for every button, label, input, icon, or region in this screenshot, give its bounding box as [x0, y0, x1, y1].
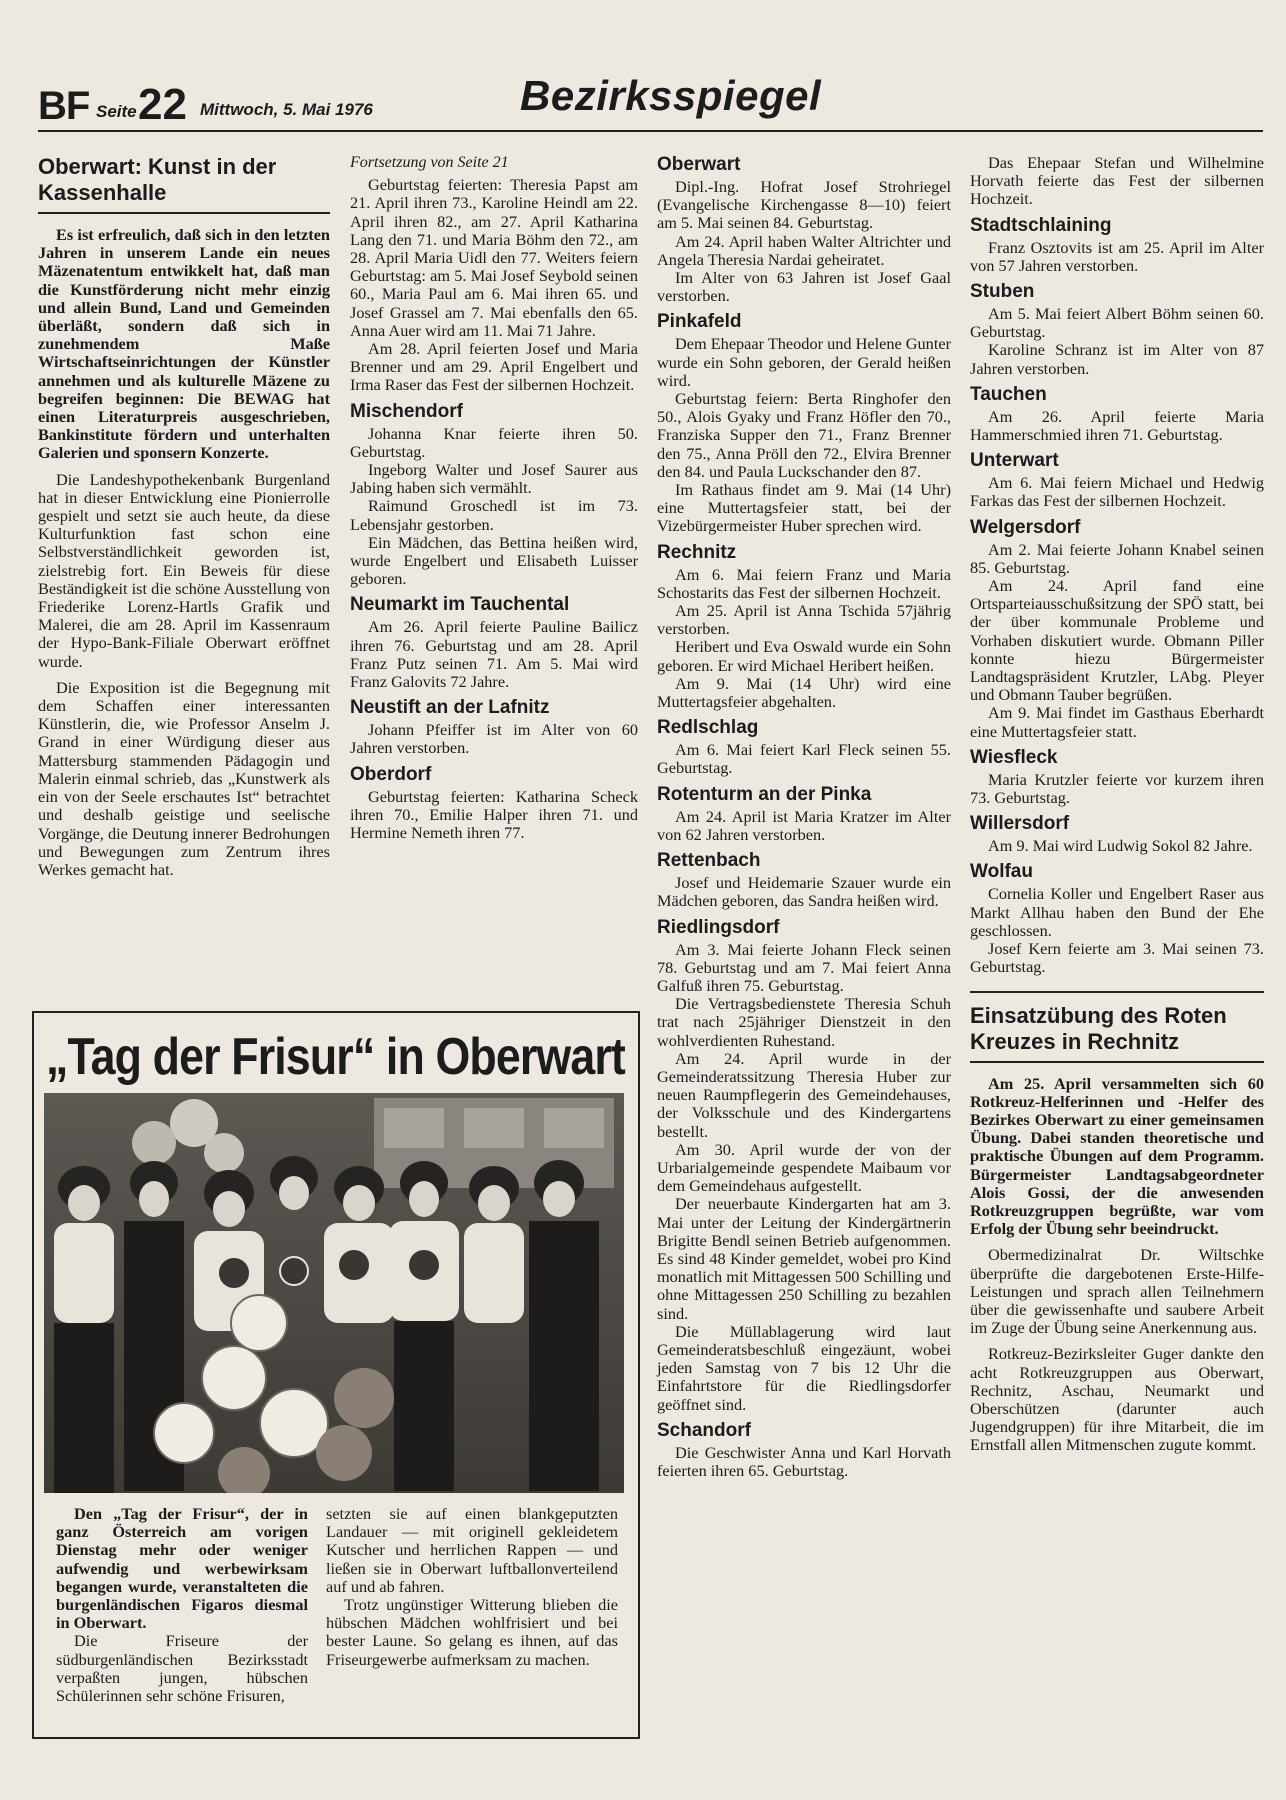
town-heading-stadtschlaining: Stadtschlaining [970, 214, 1112, 236]
article-headline: Oberwart: Kunst in der Kassenhalle [38, 154, 330, 214]
article-paragraph: Obermedizinalrat Dr. Wiltschke überprüfte die dargebotenen Erste-Hilfe-Leistungen und sprach allen Teilnehmern über die gewissenhafte und saubere Arbeit im Zuge der Übung seine Anerkennung aus. [970, 1245, 1264, 1338]
news-item: Franz Osztovits ist am 25. April im Alter von 57 Jahren verstorben. [970, 237, 1264, 275]
town-heading-riedlingsdorf: Riedlingsdorf [657, 916, 780, 938]
paragraph: Das Ehepaar Stefan und Wilhelmine Horvath feierte das Fest der silbernen Hochzeit. [970, 153, 1264, 209]
news-item: Geburtstag feiern: Berta Ringhofer den 50., Alois Gyaky und Franz Höfler den 70., Franziska Supper den 71., Franz Brenner den 75., Anna Pröll den 72., Elvira Brenner den 84. und Paula Luckschander den 87. [657, 389, 951, 481]
town-heading-schandorf: Schandorf [657, 1419, 751, 1441]
box-paragraph: Trotz ungünstiger Witterung blieben die hübschen Mädchen wohlfrisiert und bei bester Laune. So gelang es ihnen, auf das Friseurgewerbe aufmerksam zu machen. [326, 1595, 618, 1669]
news-item: Dem Ehepaar Theodor und Helene Gunter wurde ein Sohn geboren, der Gerald heißen wird. [657, 334, 951, 390]
news-item: Ein Mädchen, das Bettina heißen wird, wurde Engelbert und Elisabeth Luisser geboren. [350, 532, 638, 589]
photo-article-box [32, 1011, 640, 1739]
news-item: Josef Kern feierte am 3. Mai seinen 73. Geburtstag. [970, 939, 1264, 977]
article-lead: Es ist erfreulich, daß sich in den letzten Jahren in unserem Lande ein neues Mäzenatentum entwikkelt hat, daß man die Kunstförderung nicht mehr einzig und allein Bund, Land und Gemeinden überläßt, sondern daß sich in zunehmendem Maße Wirtschaftseinrichtungen der Künstler annehmen und als kulturelle Mäzene zu begreifen beginnen: Die BEWAG hat einen Literaturpreis ausgeschrieben, Bankinstitute fördern und unterhalten Galerien und sponsern Konzerte. [38, 225, 330, 463]
logo: BF [38, 84, 90, 128]
news-item: Am 26. April feierte Maria Hammerschmied ihren 71. Geburtstag. [970, 406, 1264, 445]
news-item: Am 24. April ist Maria Kratzer im Alter von 62 Jahren verstorben. [657, 806, 951, 844]
box-right-column [326, 1505, 618, 1669]
news-item: Am 5. Mai feiert Albert Böhm seinen 60. Geburtstag. [970, 304, 1264, 342]
news-item: Maria Krutzler feierte vor kurzem ihren 73. Geburtstag. [970, 769, 1264, 808]
article-paragraph: Die Landeshypothekenbank Burgenland hat in dieser Entwicklung eine Pionierrolle gespielt und setzt sie auch heute, da diese Kulturfunktion fast schon eine Selbstverständlichkeit geworden ist, zielstrebig fort. Ein Beweis für diese Beständigkeit ist die schöne Ausstellung von Friederike Lorenz-Hartls Grafik und Malerei, die am 28. April im Kassenraum der Hypo-Bank-Filiale Oberwart eröffnet wurde. [38, 469, 330, 671]
article-headline: Einsatzübung des Roten Kreuzes in Rechnitz [970, 1003, 1264, 1063]
town-heading-mischendorf: Mischendorf [350, 400, 463, 422]
news-item: Am 9. Mai (14 Uhr) wird eine Muttertagsfeier abgehalten. [657, 673, 951, 712]
news-item: Die Vertragsbedienstete Theresia Schuh trat nach 25jähriger Dienstzeit in den wohlverdienten Ruhestand. [657, 994, 951, 1050]
news-item: Am 30. April wurde der von der Urbarialgemeinde gespendete Maibaum vor dem Gemeindehaus aufgestellt. [657, 1139, 951, 1196]
page-label: Seite [96, 102, 137, 121]
news-item: Johanna Knar feierte ihren 50. Geburtstag. [350, 423, 638, 461]
news-item: Am 24. April haben Walter Altrichter und Angela Theresia Nardai geheiratet. [657, 231, 951, 269]
news-item: Am 6. Mai feiern Michael und Hedwig Farkas das Fest der silbernen Hochzeit. [970, 473, 1264, 511]
town-heading-oberwart: Oberwart [657, 154, 741, 175]
page-number: 22 [138, 80, 187, 129]
issue-date: Mittwoch, 5. Mai 1976 [200, 100, 373, 119]
news-item: Johann Pfeiffer ist im Alter von 60 Jahren verstorben. [350, 720, 638, 758]
town-heading-oberdorf: Oberdorf [350, 763, 432, 785]
news-item: Am 24. April fand eine Ortsparteiausschußsitzung der SPÖ statt, bei der über kommunale Probleme und Vorhaben diskutiert wurde. Obmann Piller konnte hiezu Bürgermeister Landtagspräsident Krutzler, LAbg. Pleyer und Obmann Tauber begrüßen. [970, 576, 1264, 705]
column-3 [657, 154, 951, 1480]
news-item: Die Geschwister Anna und Karl Horvath feierten ihren 65. Geburtstag. [657, 1442, 951, 1480]
column-1 [38, 154, 330, 879]
box-paragraph: Die Friseure der südburgenländischen Bezirksstadt verpaßten jungen, hübschen Schülerinnen sehr schöne Frisuren, [56, 1631, 308, 1706]
news-item: Im Alter von 63 Jahren ist Josef Gaal verstorben. [657, 268, 951, 306]
town-heading-unterwart: Unterwart [970, 450, 1059, 472]
news-item: Ingeborg Walter und Josef Saurer aus Jabing haben sich vermählt. [350, 460, 638, 498]
news-item: Der neuerbaute Kindergarten hat am 3. Mai unter der Leitung der Kindergärtnerin Brigitte Bendl seinen Betrieb aufgenommen. Es sind 48 Kinder gemeldet, wobei pro Kind monatlich mit Mittagessen 500 Schilling und ohne Mittagessen 250 Schilling zu bezahlen sind. [657, 1194, 951, 1323]
photo-image [44, 1093, 624, 1493]
news-item: Am 26. April feierte Pauline Bailicz ihren 76. Geburtstag und am 28. April Franz Putz seinen 71. Am 5. Mai wird Franz Galovits 72 Jahre. [350, 617, 638, 692]
news-item: Am 9. Mai findet im Gasthaus Eberhardt eine Muttertagsfeier statt. [970, 703, 1264, 741]
news-item: Am 9. Mai wird Ludwig Sokol 82 Jahre. [988, 836, 1253, 856]
news-item: Die Müllablagerung wird laut Gemeinderatsbeschluß eingezäunt, wobei jeden Samstag von 7 bis 12 Uhr die Einfahrtstore für die Riedlingsdorfer geöffnet sind. [657, 1321, 951, 1414]
article-lead: Am 25. April versammelten sich 60 Rotkreuz-Helferinnen und -Helfer des Bezirkes Oberwart zu einer gemeinsamen Übung. Dabei standen theoretische und praktische Übungen auf dem Programm. Bürgermeister Landtagsabgeordneter Alois Gossi, der die anwesenden Rotkreuzgruppen begrüßte, war vom Erfolg der Übung sehr beeindruckt. [970, 1073, 1264, 1239]
news-item: Heribert und Eva Oswald wurde ein Sohn geboren. Er wird Michael Heribert heißen. [657, 637, 951, 675]
town-heading-rechnitz: Rechnitz [657, 541, 737, 563]
group-photo [44, 1093, 624, 1493]
article-divider [970, 991, 1264, 993]
news-item: Am 6. Mai feiern Franz und Maria Schostarits das Fest der silbernen Hochzeit. [657, 564, 951, 602]
box-lead: Den „Tag der Frisur“, der in ganz Österreich am vorigen Dienstag mehr oder weniger aufwendig und werbewirksam begangen wurde, veranstalteten die burgenländischen Figaros diesmal in Oberwart. [56, 1504, 308, 1633]
news-item: Karoline Schranz ist im Alter von 87 Jahren verstorben. [970, 340, 1264, 378]
town-heading-wiesfleck: Wiesfleck [970, 746, 1058, 768]
town-heading-wolfau: Wolfau [970, 861, 1033, 883]
news-item: Josef und Heidemarie Szauer wurde ein Mädchen geboren, das Sandra heißen wird. [657, 873, 951, 911]
box-left-column [56, 1505, 308, 1705]
news-item: Am 6. Mai feiert Karl Fleck seinen 55. Geburtstag. [657, 740, 951, 778]
section-title: Bezirksspiegel [520, 72, 822, 119]
news-item: Am 25. April ist Anna Tschida 57jährig verstorben. [657, 601, 951, 639]
news-item: Am 3. Mai feierte Johann Fleck seinen 78. Geburtstag und am 7. Mai feiert Anna Galfuß ihren 75. Geburtstag. [657, 939, 951, 995]
news-item: Geburtstag feierten: Katharina Scheck ihren 70., Emilie Halper ihren 71. und Hermine Nemeth ihren 77. [350, 786, 638, 843]
town-heading-pinkafeld: Pinkafeld [657, 311, 742, 333]
continuation-note: Fortsetzung von Seite 21 [350, 154, 509, 171]
town-heading-willersdorf: Willersdorf [970, 813, 1070, 835]
news-item: Raimund Groschedl ist im 73. Lebensjahr gestorben. [350, 496, 638, 534]
news-item: Am 24. April wurde in der Gemeinderatssitzung Theresia Huber zur neuen Raumpflegerin des Gemeindehauses, der Volksschule und des Kindergartens bestellt. [657, 1048, 951, 1141]
town-heading-neustift-an-der-lafnitz: Neustift an der Lafnitz [350, 697, 550, 719]
news-item: Im Rathaus findet am 9. Mai (14 Uhr) eine Muttertagsfeier statt, bei der Vizebürgermeister Huber sprechen wird. [657, 480, 951, 536]
town-heading-neumarkt-im-tauchental: Neumarkt im Tauchental [350, 594, 570, 616]
article-paragraph: Rotkreuz-Bezirksleiter Guger dankte den acht Rotkreuzgruppen aus Oberwart, Rechnitz, Aschau, Neumarkt und Oberschützen (darunter auch Jugendgruppen) für ihre Mitarbeit, die im Ernstfall allen Mitmenschen zugute kommt. [970, 1344, 1264, 1455]
news-item: Cornelia Koller und Engelbert Raser aus Markt Allhau haben den Bund der Ehe geschlossen. [970, 884, 1264, 940]
column-2 [350, 154, 638, 842]
town-heading-stuben: Stuben [970, 281, 1035, 303]
paragraph: Geburtstag feierten: Theresia Papst am 21. April ihren 73., Karoline Heindl am 22. April ihren 82., am 27. April Katharina Lang den 71. und Maria Böhm den 72., am 28. April Maria Uidl den 77. Weiters feiern Geburtstag: am 5. Mai Josef Seybold seinen 60., Maria Paul am 6. Mai ihren 65. und Josef Grassel am 7. Mai ebenfalls den 65. Anna Auer wird am 11. Mai 71 Jahre. [350, 175, 638, 340]
article-paragraph: Die Exposition ist die Begegnung mit dem Schaffen einer interessanten Künstlerin, die, wie Professor Anselm J. Grand in einer Würdigung dieser aus Mattersburg stammenden Pädagogin und Malerin einmal schrieb, das „Kunstwerk als ein von der Seele erschautes Ist“ betrachtet und deshalb geistige und seelische Vorgänge, die Deutung innerer Bedrohungen und Bewegungen zum Zentrum ihres Werkes gemacht hat. [38, 677, 330, 879]
column-4 [970, 154, 1264, 1455]
box-paragraph: setzten sie auf einen blankgeputzten Landauer — mit originell gekleidetem Kutscher und herrlichen Rappen — und ließen sie in Oberwart luftballonverteilend auf und ab fahren. [326, 1504, 618, 1596]
paragraph: Am 28. April feierten Josef und Maria Brenner und am 29. April Engelbert und Irma Raser das Fest der silbernen Hochzeit. [350, 339, 638, 395]
town-heading-rettenbach: Rettenbach [657, 850, 761, 872]
page-header [38, 72, 1263, 132]
news-item: Dipl.-Ing. Hofrat Josef Strohriegel (Evangelische Kirchengasse 8—10) feiert am 5. Mai seinen 84. Geburtstag. [657, 177, 951, 233]
town-heading-welgersdorf: Welgersdorf [970, 516, 1081, 538]
box-headline: „Tag der Frisur“ in Oberwart [46, 1028, 625, 1086]
town-heading-tauchen: Tauchen [970, 383, 1047, 405]
news-item: Am 2. Mai feierte Johann Knabel seinen 85. Geburtstag. [970, 539, 1264, 577]
town-heading-rotenturm-an-der-pinka: Rotenturm an der Pinka [657, 783, 872, 805]
town-heading-redlschlag: Redlschlag [657, 717, 759, 739]
